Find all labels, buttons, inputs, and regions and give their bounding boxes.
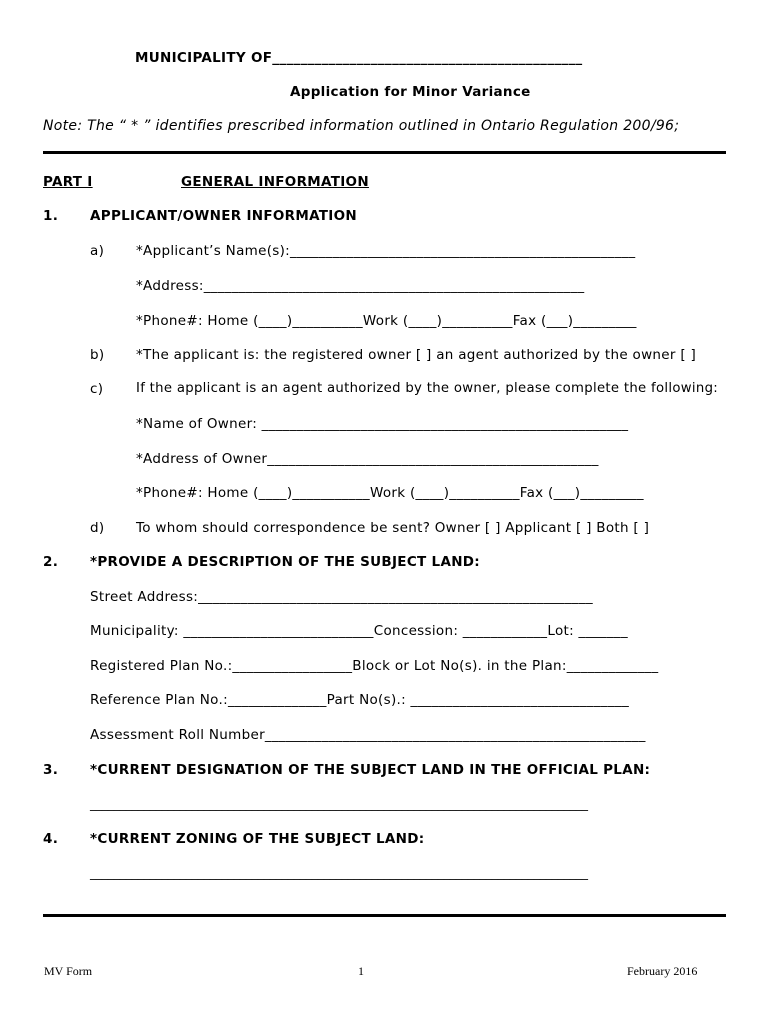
section-1-heading: APPLICANT/OWNER INFORMATION [90,208,357,224]
top-rule [43,151,726,154]
footer-date: February 2016 [627,964,698,978]
agent-instruction: If the applicant is an agent authorized by the owner, please complete the following: [136,381,719,396]
owner-name-field[interactable]: *Name of Owner: ____________________________________________________ [136,416,629,432]
registered-plan-field[interactable]: Registered Plan No.:_________________Block or Lot No(s). in the Plan:_____________ [90,658,659,674]
applicant-role-checkboxes[interactable]: *The applicant is: the registered owner [ ] an agent authorized by the owner [ ] [136,347,697,363]
applicant-address-field[interactable]: *Address:______________________________________________________ [136,278,585,294]
correspondence-checkboxes[interactable]: To whom should correspondence be sent? Owner [ ] Applicant [ ] Both [ ] [136,520,650,536]
section-3-number: 3. [43,762,59,778]
item-a-label: a) [90,243,105,259]
section-4-number: 4. [43,831,59,847]
official-plan-field[interactable]: ___________________________________________________________________________________ [90,797,588,811]
applicant-name-field[interactable]: *Applicant’s Name(s):_________________________________________________ [136,243,636,259]
regulation-note: Note: The “ * ” identifies prescribed information outlined in Ontario Regulation 200/96; [43,118,680,134]
footer-page-number: 1 [358,964,364,978]
part-heading: GENERAL INFORMATION [181,174,369,190]
owner-address-field[interactable]: *Address of Owner_______________________________________________ [136,451,599,467]
section-2-number: 2. [43,554,59,570]
section-1-number: 1. [43,208,59,224]
item-c-label: c) [90,381,104,397]
item-d-label: d) [90,520,105,536]
section-4-heading: *CURRENT ZONING OF THE SUBJECT LAND: [90,831,425,847]
section-2-heading: *PROVIDE A DESCRIPTION OF THE SUBJECT LAND: [90,554,481,570]
municipality-line: MUNICIPALITY OF____________________________________________ [135,50,583,66]
section-3-heading: *CURRENT DESIGNATION OF THE SUBJECT LAND IN THE OFFICIAL PLAN: [90,762,651,778]
footer-form-name: MV Form [44,964,93,978]
assessment-roll-field[interactable]: Assessment Roll Number______________________________________________________ [90,727,646,743]
applicant-phone-field[interactable]: *Phone#: Home (____)__________Work (____)__________Fax (___)_________ [136,313,637,329]
zoning-field[interactable]: ___________________________________________________________________________________ [90,866,588,880]
owner-phone-field[interactable]: *Phone#: Home (____)___________Work (____)__________Fax (___)_________ [136,485,644,501]
part-label: PART I [43,174,93,190]
bottom-rule [43,914,726,917]
form-title: Application for Minor Variance [290,84,531,100]
item-b-label: b) [90,347,105,363]
municipality-concession-lot-field[interactable]: Municipality: ___________________________Concession: ____________Lot: _______ [90,623,628,639]
street-address-field[interactable]: Street Address:________________________________________________________ [90,589,593,605]
reference-plan-field[interactable]: Reference Plan No.:______________Part No(s).: _______________________________ [90,692,630,708]
